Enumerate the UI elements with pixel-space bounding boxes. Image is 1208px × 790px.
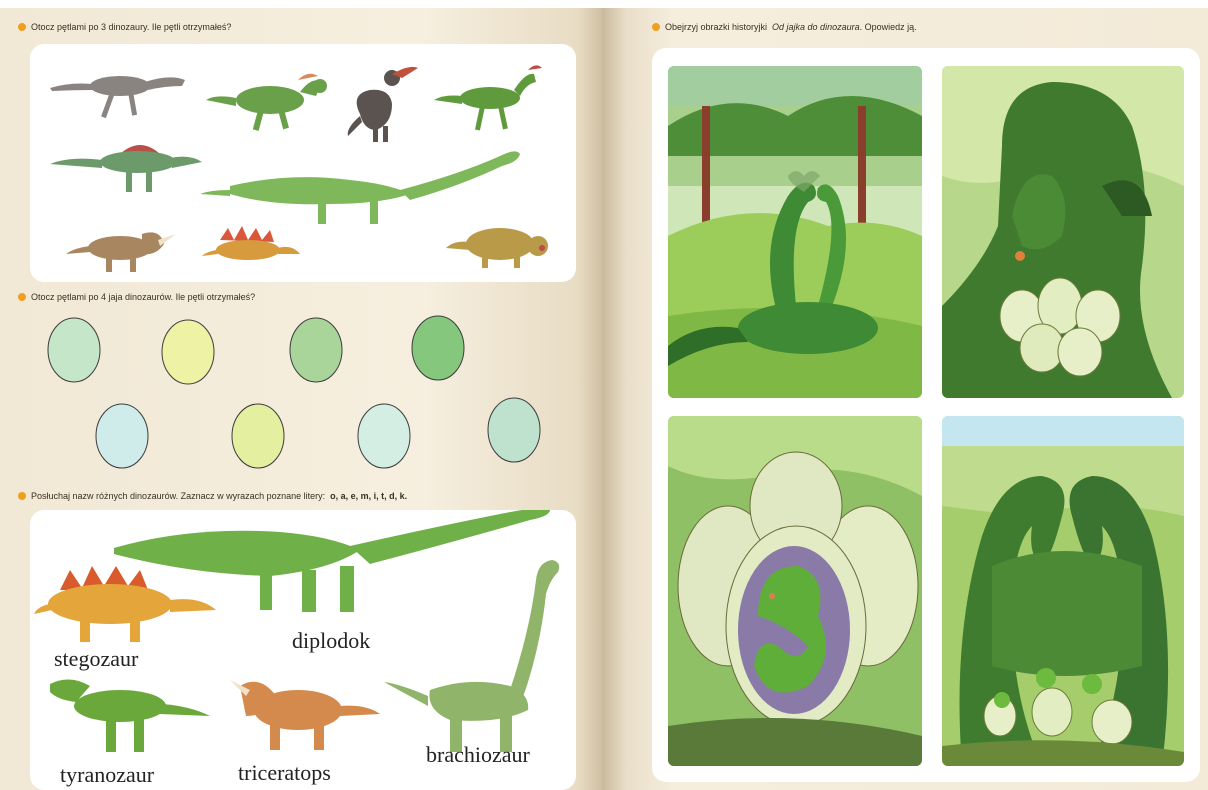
story-frame-2-illustration	[942, 66, 1184, 398]
egg-icon	[412, 316, 464, 380]
bullet-icon	[18, 293, 26, 301]
story-panel	[652, 48, 1200, 782]
egg-icon	[48, 318, 100, 382]
story-frame-4-illustration	[942, 416, 1184, 766]
egg-icon	[358, 404, 410, 468]
story-title: Od jajka do dinozaura	[772, 22, 860, 32]
egg-icon	[488, 398, 540, 462]
tyrannosaurus	[50, 679, 210, 752]
parasaurolophus-dark	[348, 67, 418, 142]
sauropod-long-neck	[200, 151, 520, 224]
story-frame-1	[668, 66, 922, 398]
label-tyranozaur: tyranozaur	[60, 762, 155, 787]
stegosaurus-small	[202, 226, 300, 260]
bullet-icon	[652, 23, 660, 31]
task3-instruction	[18, 491, 407, 501]
left-page	[0, 8, 602, 790]
label-brachiozaur: brachiozaur	[426, 742, 530, 767]
raptor-grey	[50, 76, 185, 118]
egg-icon	[162, 320, 214, 384]
label-diplodok: diplodok	[292, 628, 371, 653]
story-frame-2	[942, 66, 1184, 398]
egg-icon	[96, 404, 148, 468]
diplodocus	[114, 510, 550, 612]
dinosaurs-panel	[30, 44, 576, 282]
story-frame-1-illustration	[668, 66, 922, 398]
eggs-illustration	[30, 308, 576, 478]
story-frame-3-illustration	[668, 416, 922, 766]
crested-dinosaur-green	[434, 65, 542, 130]
task1-instruction	[18, 22, 231, 32]
egg-icon	[290, 318, 342, 382]
triceratops	[230, 680, 380, 750]
book-spread	[0, 8, 1208, 790]
story-instruction	[652, 22, 917, 32]
named-dinosaurs-panel	[30, 510, 576, 790]
right-page	[602, 8, 1208, 790]
task2-instruction	[18, 292, 255, 302]
bullet-icon	[18, 492, 26, 500]
story-frame-3	[668, 416, 922, 766]
story-text-prefix: Obejrzyj obrazki historyjki	[665, 22, 768, 32]
hadrosaur-green	[206, 74, 327, 131]
dinosaurs-illustration	[30, 44, 576, 282]
label-stegozaur: stegozaur	[54, 646, 139, 671]
story-frame-4	[942, 416, 1184, 766]
story-text-suffix: . Opowiedz ją.	[859, 22, 917, 32]
stegosaurus	[34, 566, 216, 642]
task3-letters: o, a, e, m, i, t, d, k.	[330, 491, 408, 501]
task1-text: Otocz pętlami po 3 dinozaury. Ile pętli otrzymałeś?	[31, 22, 232, 32]
label-triceratops: triceratops	[238, 760, 331, 785]
bullet-icon	[18, 23, 26, 31]
brachiosaurus	[384, 560, 559, 752]
ankylosaurus	[446, 228, 548, 268]
spinosaurus	[50, 145, 202, 192]
egg-icon	[232, 404, 284, 468]
triceratops-small	[66, 232, 176, 272]
task3-text: Posłuchaj nazw różnych dinozaurów. Zaznacz w wyrazach poznane litery:	[31, 491, 326, 501]
task2-text: Otocz pętlami po 4 jaja dinozaurów. Ile pętli otrzymałeś?	[31, 292, 256, 302]
